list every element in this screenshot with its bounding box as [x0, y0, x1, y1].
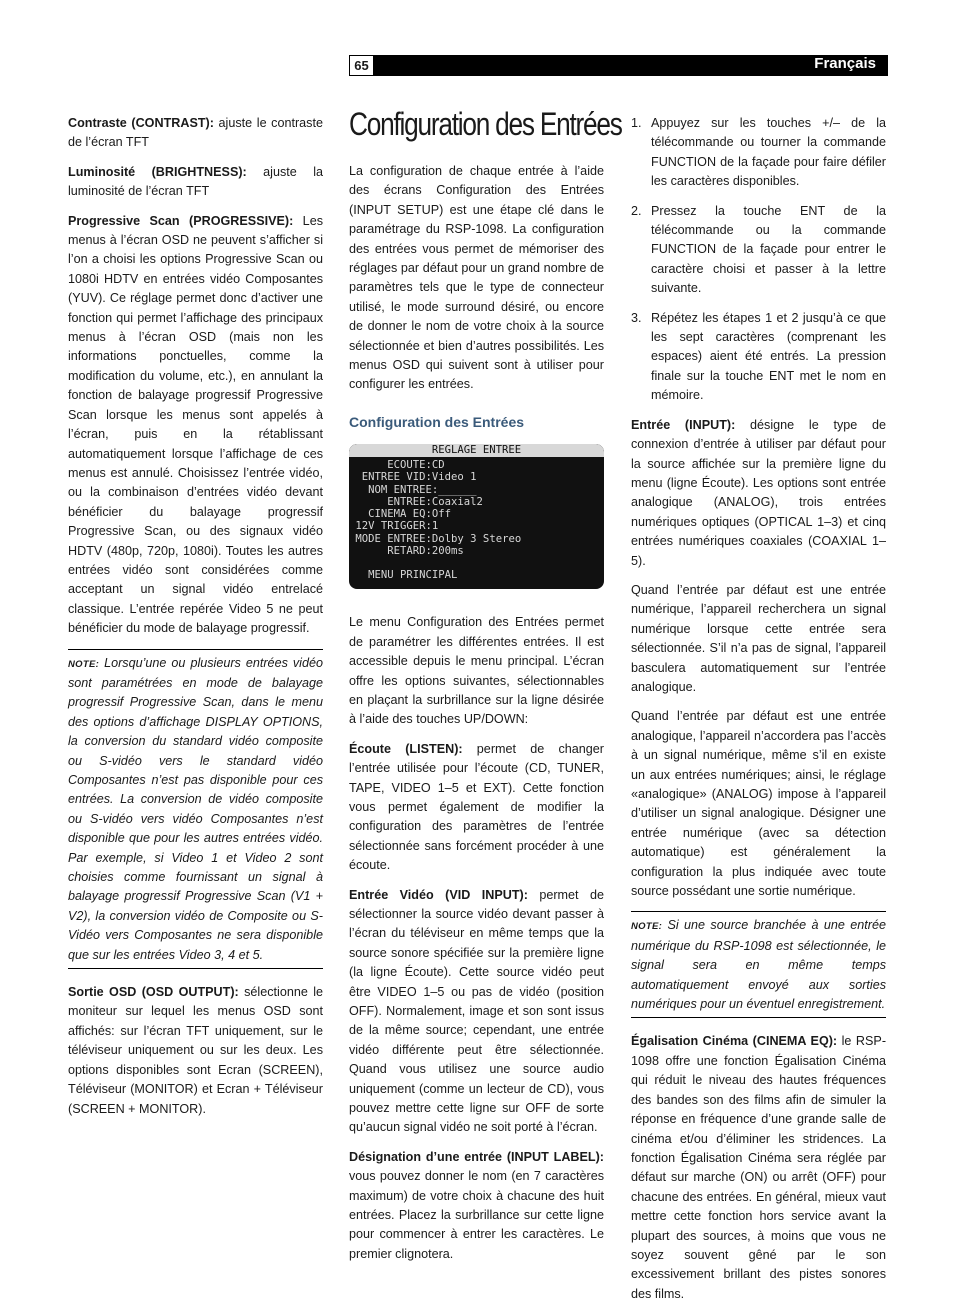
vid-input-paragraph	[349, 886, 604, 1138]
progressive-text: Les menus à l’écran OSD ne peuvent s’afficher si l’on a choisi les options Progressive Scan ou 1080i HDTV en entrées vidéo Composantes (YUV). Ce réglage permet donc d’activer une fonction qui permet l’affichage des principaux menus à l’écran OSD (mais non les informations ponctuelles, comme la modification du volume, etc.), en annulant la fonction de balayage progressif Progressive Scan lorsque les menus sont appelés à l’écran, puis en la rétablissant automatiquement lorsque l’affichage de ces menus est annulé. Choisissez l’entrée vidéo, ou la combinaison d’entrées vidéo devant bénéficier du balayage progressif Progressive Scan, ou des signaux vidéo HDTV (480p, 720p, 1080i). Toutes les autres entrées vidéo sont considérées comme acceptant un signal vidéo entrelacé classique. L’entrée repérée Video 5 ne peut bénéficier du mode de balayage progressif.	[68, 213, 323, 636]
osd-line: ENTREE VID:Video 1	[349, 471, 477, 484]
osd-line: NOM ENTREE:______	[349, 483, 477, 496]
input-label-term: Désignation d’une entrée (INPUT LABEL):	[349, 1149, 604, 1164]
note-digital	[631, 911, 886, 1018]
note-text: Lorsqu’une ou plusieurs entrées vidéo sont paramétrées en mode de balayage progressif Progressive Scan, dans le menu des options d’affichage DISPLAY OPTIONS, la conversion du standard vidéo composite ou S-vidéo vers le standard vidéo Composantes n’est pas disponible pour ces entrées. La conversion de vidéo composite ou S-vidéo vers vidéo Composantes n’est disponible que pour les autres entrées vidéo. Par exemple, si Video 1 et Video 2 sont choisies comme fournissant un signal à balayage progressif Progressive Scan (V1 + V2), la conversion vidéo de Composite ou S-Vidéo vers Composantes ne sera disponible que sur les entrées Video 3, 4 et 5.	[68, 655, 323, 962]
steps-list	[631, 114, 886, 406]
input-term: Entrée (INPUT):	[631, 417, 736, 432]
listen-text: permet de changer l’entrée utilisée pour l’écoute (CD, TUNER, TAPE, VIDEO 1–5 et EXT). Cette fonction vous permet également de modifier la configuration des paramètres de l’entrée sélectionnée sans forcément procéder à une écoute.	[349, 741, 604, 873]
step-text: Appuyez sur les touches +/– de la télécommande ou tourner la commande FUNCTION de la façade pour faire défiler les caractères disponibles.	[651, 116, 886, 189]
list-item	[631, 202, 886, 299]
contrast-paragraph	[68, 114, 323, 153]
osd-screen	[349, 444, 604, 589]
osd-line: CINEMA EQ:Off	[349, 508, 452, 521]
step-number: 2.	[631, 203, 642, 218]
brightness-text: ajuste la luminosité de l’écran TFT	[68, 164, 323, 199]
digital-default-paragraph: Quand l’entrée par défaut est une entrée numérique, l’appareil recherchera un signal numérique lorsque cette entrée sera sélectionnée. S’il n’a pas de signal, l’appareil basculera automatiquement sur l’entrée analogique.	[631, 582, 886, 694]
step-text: Pressez la touche ENT de la télécommande ou la commande FUNCTION de la façade pour entrer le caractère choisi et passer à la lettre suivante.	[651, 203, 886, 296]
listen-paragraph	[349, 740, 604, 876]
page-number: 65	[349, 55, 374, 76]
column-middle	[349, 162, 604, 1274]
input-label-text: vous pouvez donner le nom (en 7 caractères maximum) de votre choix à chacune des huit entrées. Placez la surbrillance sur cette ligne pour commencer à entrer les caractères. Le premier clignotera.	[349, 1169, 604, 1261]
vid-input-text: permet de sélectionner la source vidéo devant passer à l’écran du téléviseur en même temps que la source sonore spécifiée sur la première ligne (la ligne Écoute). Cette source vidéo peut être VIDEO 1–5 ou pas de vidéo (position OFF). Normalement, image et son sont issus de la même source; cependant, une entrée vidéo différente peut être sélectionnée. Quand vous utilisez une source audio uniquement (comme un lecteur de CD), vous pouvez mettre cette ligne sur OFF de sorte qu’aucun signal vidéo ne soit porté à l’écran.	[349, 887, 604, 1135]
contrast-text: ajuste le contraste de l’écran TFT	[68, 116, 323, 150]
osd-output-text: sélectionne le moniteur sur lequel les menus OSD sont affichés: sur l’écran TFT uniquement, sur le téléviseur uniquement ou sur les deux. Les options disponibles sont Ecran (SCREEN), Téléviseur (MONITOR) et Ecran + Téléviseur (SCREEN + MONITOR).	[68, 985, 324, 1116]
input-label-paragraph	[349, 1148, 604, 1264]
section-subhead: Configuration des Entrées	[349, 413, 525, 430]
cinema-eq-text: le RSP-1098 offre une fonction Égalisation Cinéma qui réduit le niveau des hautes fréquences des bandes son des films afin de simuler la réponse en fréquence d’une grande salle de cinéma et/ou d’éliminer les stridences. La fonction Égalisation Cinéma sera réglée par défaut sur marche (ON) ou arrêt (OFF) pour chacune des entrées. En général, mieux vaut mettre cette fonction hors service avant la plupart des sources, à moins que vous ne soyez souvent gêné par le son excessivement brillant des pistes sonores des films.	[631, 1034, 887, 1301]
step-number: 1.	[631, 116, 642, 130]
osd-screen-lines	[349, 459, 604, 581]
list-item	[631, 114, 886, 192]
osd-output-term: Sortie OSD (OSD OUTPUT):	[68, 985, 239, 1000]
cinema-eq-paragraph	[631, 1032, 886, 1304]
vid-input-term: Entrée Vidéo (VID INPUT):	[349, 887, 528, 902]
column-right	[631, 114, 886, 1314]
step-number: 3.	[631, 310, 642, 325]
note-label: NOTE:	[68, 658, 100, 670]
contrast-term: Contraste (CONTRAST):	[68, 116, 214, 130]
language-label: Français	[814, 55, 876, 72]
input-text: désigne le type de connexion d’entrée à utiliser par défaut pour la source affichée sur la première ligne du menu (ligne Écoute). Les options sont entrée analogique (ANALOG), trois entrées numériques optiques (OPTICAL 1–3) et cinq entrées numériques coaxiales (COAXIAL 1–5).	[631, 417, 886, 568]
osd-line: ENTREE:Coaxial2	[349, 495, 483, 508]
menu-intro-paragraph: Le menu Configuration des Entrées permet de paramétrer les différentes entrées. Il est accessible depuis le menu principal. L’écran offre les options suivantes, sélectionnables en plaçant la surbrillance sur la ligne désirée à l’aide des touches UP/DOWN:	[349, 615, 604, 727]
list-item	[631, 309, 886, 406]
osd-line: RETARD:200ms	[349, 544, 464, 557]
osd-line: MENU PRINCIPAL	[349, 569, 458, 582]
brightness-term: Luminosité (BRIGHTNESS):	[68, 164, 247, 179]
osd-line: MODE ENTREE:Dolby 3 Stereo	[349, 532, 522, 545]
progressive-paragraph	[68, 212, 323, 639]
column-left	[68, 114, 323, 1129]
osd-output-paragraph	[68, 983, 323, 1119]
note-label: NOTE:	[631, 921, 663, 933]
note-progressive	[68, 649, 323, 970]
input-paragraph	[631, 416, 886, 571]
listen-term: Écoute (LISTEN):	[349, 741, 463, 756]
osd-line: ECOUTE:CD	[349, 459, 445, 472]
brightness-paragraph	[68, 163, 323, 202]
progressive-term: Progressive Scan (PROGRESSIVE):	[68, 213, 294, 228]
osd-line: 12V TRIGGER:1	[349, 520, 439, 533]
note-text: Si une source branchée à une entrée numérique du RSP-1098 est sélectionnée, le signal sera en même temps automatiquement envoyé aux sorties numériques pour un éventuel enregistrement.	[631, 918, 886, 1012]
page-title: Configuration des Entrées	[349, 106, 622, 142]
intro-paragraph: La configuration de chaque entrée à l’aide des écrans Configuration des Entrées (INPUT SETUP) est une étape clé dans le paramétrage du RSP-1098. La configuration des entrées vous permet de mémoriser des réglages par défaut pour un grand nombre de paramètres tels que le type de connecteur utilisé, le mode surround désiré, ou encore de donner le nom de votre choix à la source sélectionnée et bien d’autres possibilités. Les menus OSD qui suivent sont à utiliser pour configurer les entrées.	[349, 164, 604, 392]
header-bar	[349, 55, 888, 76]
osd-screen-title: REGLAGE ENTREE	[349, 444, 604, 457]
step-text: Répétez les étapes 1 et 2 jusqu’à ce que les sept caractères (comprenant les espaces) aient été entrés. La pression finale sur la touche ENT met le nom en mémoire.	[651, 310, 886, 403]
analog-default-paragraph: Quand l’entrée par défaut est une entrée analogique, l’appareil n’accordera pas l’accès à un signal numérique, même s’il en existe un aux entrées numériques; ainsi, le réglage «analogique» (ANALOG) impose à l’appareil d’utiliser un signal analogique. Désigner une entrée numérique (avec sa détection automatique) est généralement la configuration la plus indiquée avec toute source possédant une sortie numérique.	[631, 709, 886, 899]
cinema-eq-term: Égalisation Cinéma (CINEMA EQ):	[631, 1034, 838, 1049]
